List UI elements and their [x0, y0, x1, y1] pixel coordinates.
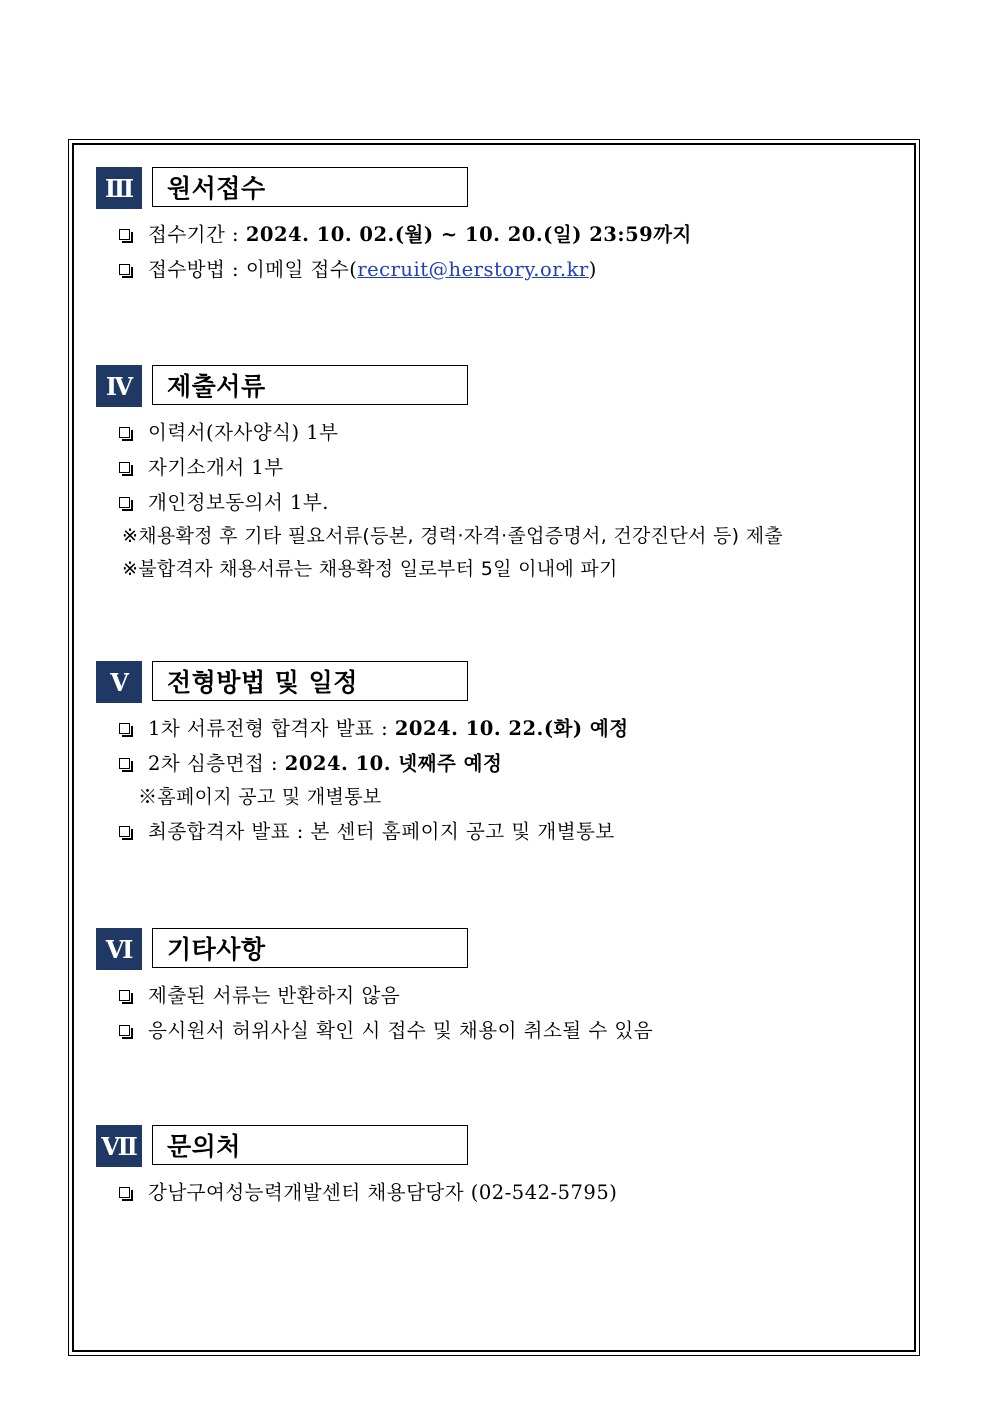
- note-text: ※채용확정 후 기타 필요서류(등본, 경력·자격·졸업증명서, 건강진단서 등) 제출: [122, 525, 784, 547]
- section-contact: [96, 1125, 617, 1202]
- item-suffix: ): [588, 258, 597, 281]
- note-text: ※홈페이지 공고 및 개별통보: [138, 786, 382, 808]
- list-item: [96, 1175, 617, 1210]
- section-numeral: Ⅲ: [96, 167, 142, 209]
- checkbox-bullet-icon: [119, 264, 130, 275]
- checkbox-bullet-icon: [119, 1187, 130, 1198]
- checkbox-bullet-icon: [119, 427, 130, 438]
- list-item: [96, 1013, 653, 1048]
- section-documents: [96, 365, 783, 578]
- item-label: 제출된 서류는 반환하지 않음: [148, 984, 401, 1007]
- item-label: 접수방법 : 이메일 접수(: [148, 258, 358, 281]
- list-item: [96, 814, 629, 849]
- checkbox-bullet-icon: [119, 758, 130, 769]
- item-label: 최종합격자 발표 : 본 센터 홈페이지 공고 및 개별통보: [148, 820, 615, 843]
- section-header: [96, 661, 629, 703]
- checkbox-bullet-icon: [119, 826, 130, 837]
- section-numeral: Ⅶ: [96, 1125, 142, 1167]
- list-item: [96, 217, 692, 252]
- item-list: [96, 415, 783, 586]
- checkbox-bullet-icon: [119, 723, 130, 734]
- item-list: [96, 978, 653, 1048]
- section-header: [96, 928, 653, 970]
- item-label: 자기소개서 1부: [148, 456, 284, 479]
- section-other-notes: [96, 928, 653, 1040]
- item-value: 2024. 10. 넷째주 예정: [284, 752, 503, 775]
- section-numeral: Ⅵ: [96, 928, 142, 970]
- item-value: 2024. 10. 02.(월) ~ 10. 20.(일) 23:59까지: [245, 223, 692, 246]
- section-numeral: Ⅴ: [96, 661, 142, 703]
- section-title: 전형방법 및 일정: [152, 661, 468, 701]
- checkbox-bullet-icon: [119, 462, 130, 473]
- item-label: 개인정보동의서 1부.: [148, 491, 329, 514]
- item-list: [96, 217, 692, 287]
- section-header: [96, 1125, 617, 1167]
- section-title: 제출서류: [152, 365, 468, 405]
- checkbox-bullet-icon: [119, 229, 130, 240]
- email-link[interactable]: recruit@herstory.or.kr: [357, 258, 589, 281]
- item-list: [96, 1175, 617, 1210]
- list-item: [96, 415, 783, 450]
- section-header: [96, 167, 692, 209]
- list-item: [96, 252, 692, 287]
- section-selection-schedule: [96, 661, 629, 841]
- item-list: [96, 711, 629, 849]
- item-label: 이력서(자사양식) 1부: [148, 421, 339, 444]
- item-label: 강남구여성능력개발센터 채용담당자 (02-542-5795): [148, 1181, 618, 1204]
- section-application: [96, 167, 692, 279]
- list-item: [96, 978, 653, 1013]
- item-label: 접수기간 :: [148, 223, 246, 246]
- checkbox-bullet-icon: [119, 1025, 130, 1036]
- section-numeral: Ⅳ: [96, 365, 142, 407]
- note-text: ※불합격자 채용서류는 채용확정 일로부터 5일 이내에 파기: [122, 558, 618, 580]
- list-item: [96, 711, 629, 746]
- item-label: 응시원서 허위사실 확인 시 접수 및 채용이 취소될 수 있음: [148, 1019, 654, 1042]
- list-item: [96, 485, 783, 520]
- section-title: 문의처: [152, 1125, 468, 1165]
- section-title: 기타사항: [152, 928, 468, 968]
- item-value: 2024. 10. 22.(화) 예정: [394, 717, 629, 740]
- item-label: 2차 심층면접 :: [148, 752, 285, 775]
- section-title: 원서접수: [152, 167, 468, 207]
- checkbox-bullet-icon: [119, 497, 130, 508]
- list-item: [96, 746, 629, 781]
- section-header: [96, 365, 783, 407]
- item-label: 1차 서류전형 합격자 발표 :: [148, 717, 395, 740]
- checkbox-bullet-icon: [119, 990, 130, 1001]
- list-item: [96, 450, 783, 485]
